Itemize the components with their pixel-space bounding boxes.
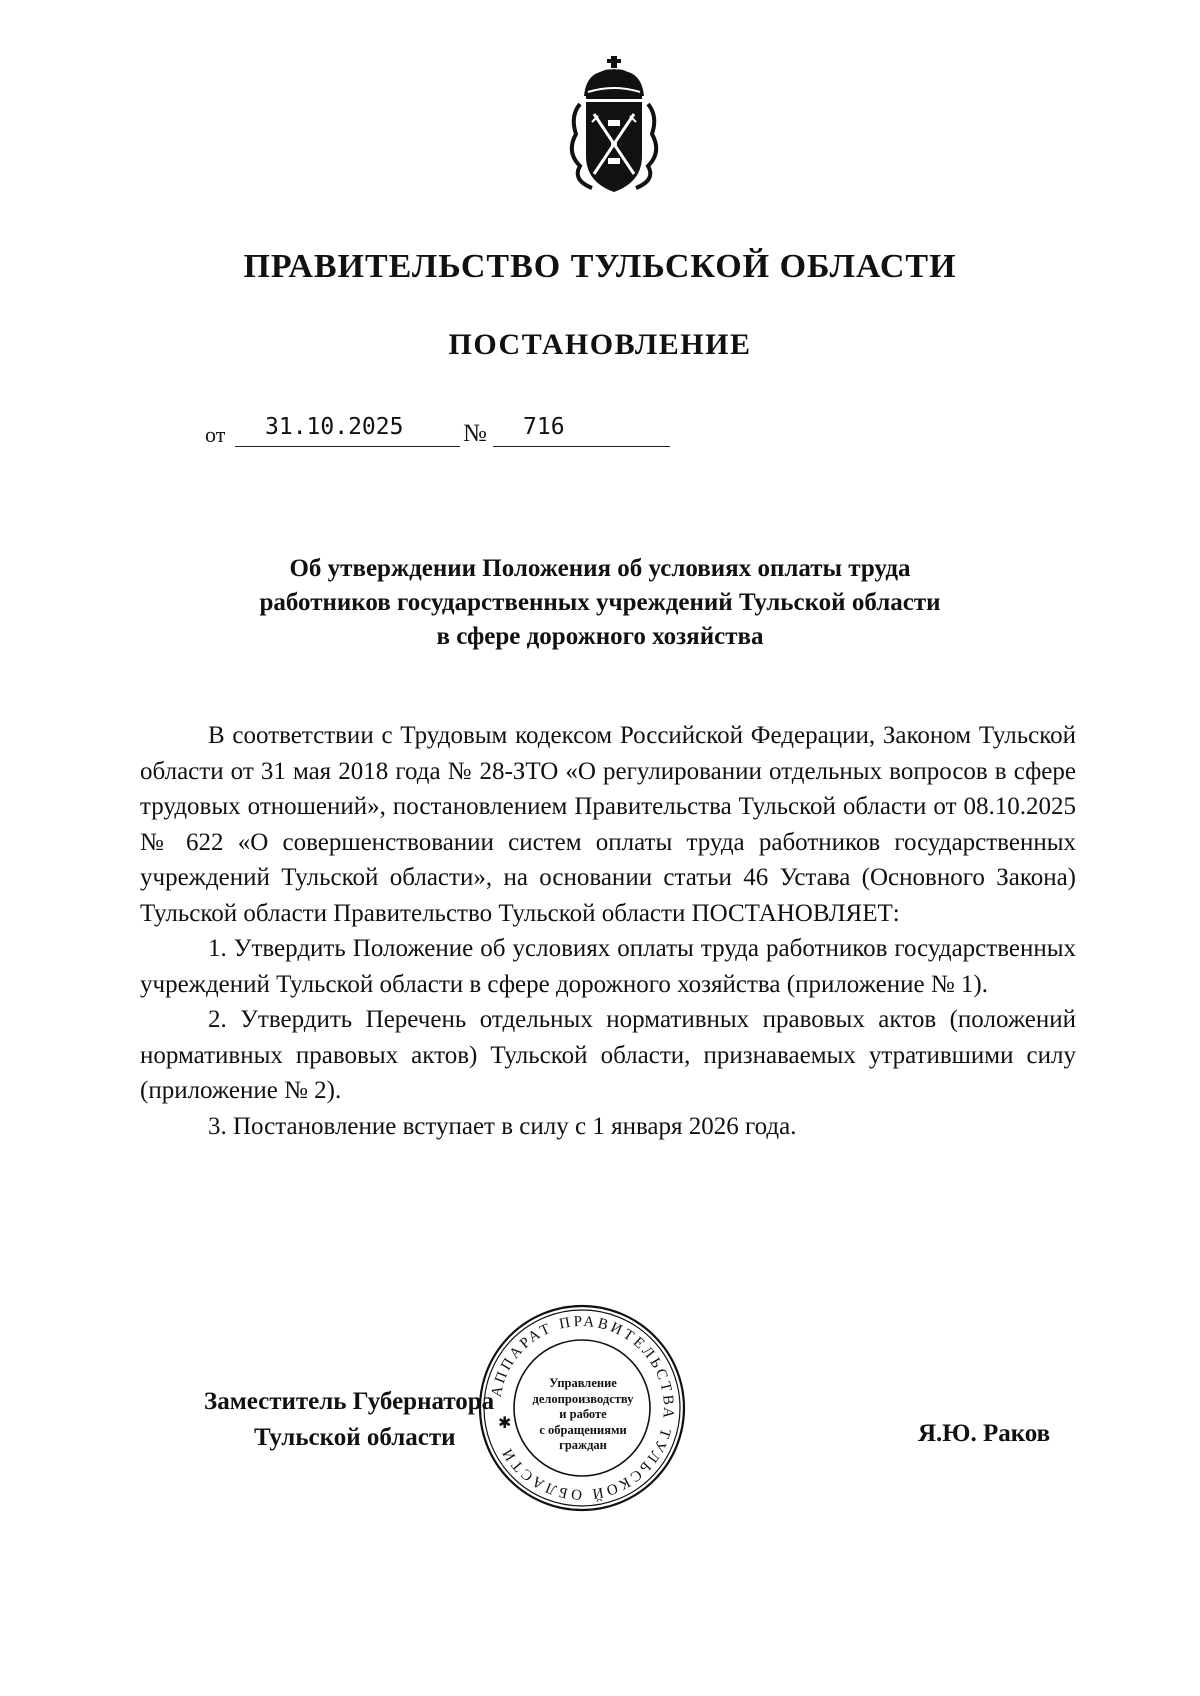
signatory-position-line-2: Тульской области	[254, 1424, 456, 1451]
subject-line-1: Об утверждении Положения об условиях оплаты труда	[289, 555, 911, 582]
signatory-position-line-1: Заместитель Губернатора	[204, 1388, 495, 1415]
government-title: ПРАВИТЕЛЬСТВО ТУЛЬСКОЙ ОБЛАСТИ	[243, 248, 957, 285]
signatory-name: Я.Ю. Раков	[918, 1420, 1051, 1447]
stamp-center-text	[518, 1376, 648, 1454]
stamp-outer-text: АППАРАТ ПРАВИТЕЛЬСТВА ТУЛЬСКОЙ ОБЛАСТИ	[488, 1313, 677, 1503]
date-label: от	[205, 422, 226, 447]
number-underline	[493, 446, 670, 447]
document-body	[140, 718, 1076, 1144]
item-2-paragraph: 2. Утвердить Перечень отдельных нормативных правовых актов (положений нормативных правовых актов) Тульской области, признаваемых утратившими силу (приложение № 2).	[140, 1006, 1076, 1104]
subject-line-3: в сфере дорожного хозяйства	[436, 623, 764, 650]
stamp-star-icon: ✱	[498, 1413, 512, 1432]
date-underline	[235, 446, 460, 447]
preamble-paragraph: В соответствии с Трудовым кодексом Российской Федерации, Законом Тульской области от 31 мая 2018 года № 28-ЗТО «О регулировании отдельных вопросов в сфере трудовых отношений», постановлением Правительства Тульской области от 08.10.2025 № 622 «О совершенствовании систем оплаты труда работников государственных учреждений Тульской области», на основании статьи 46 Устава (Основного Закона) Тульской области Правительство Тульской области ПОСТАНОВЛЯЕТ:	[140, 722, 1076, 927]
registration-row	[205, 412, 675, 448]
number-label: №	[463, 420, 487, 447]
item-3-paragraph: 3. Постановление вступает в силу с 1 января 2026 года.	[208, 1112, 797, 1140]
subject-line-2: работников государственных учреждений Тульской области	[259, 589, 941, 616]
stamp-line-1: Управление	[549, 1376, 617, 1390]
coat-of-arms-icon	[558, 56, 670, 196]
stamp-line-3: и работе	[559, 1407, 607, 1421]
stamp-line-5: граждан	[559, 1438, 607, 1452]
number-value: 716	[523, 414, 565, 440]
date-value: 31.10.2025	[265, 414, 404, 440]
signatory-position	[204, 1384, 494, 1456]
item-1-paragraph: 1. Утвердить Положение об условиях оплаты труда работников государственных учреждений Тульской области в сфере дорожного хозяйства (приложение № 1).	[140, 935, 1076, 998]
document-subject	[160, 552, 1040, 654]
document-type-title: ПОСТАНОВЛЕНИЕ	[448, 328, 752, 361]
stamp-line-2: делопроизводству	[532, 1391, 634, 1406]
stamp-line-4: с обращениями	[539, 1422, 627, 1437]
